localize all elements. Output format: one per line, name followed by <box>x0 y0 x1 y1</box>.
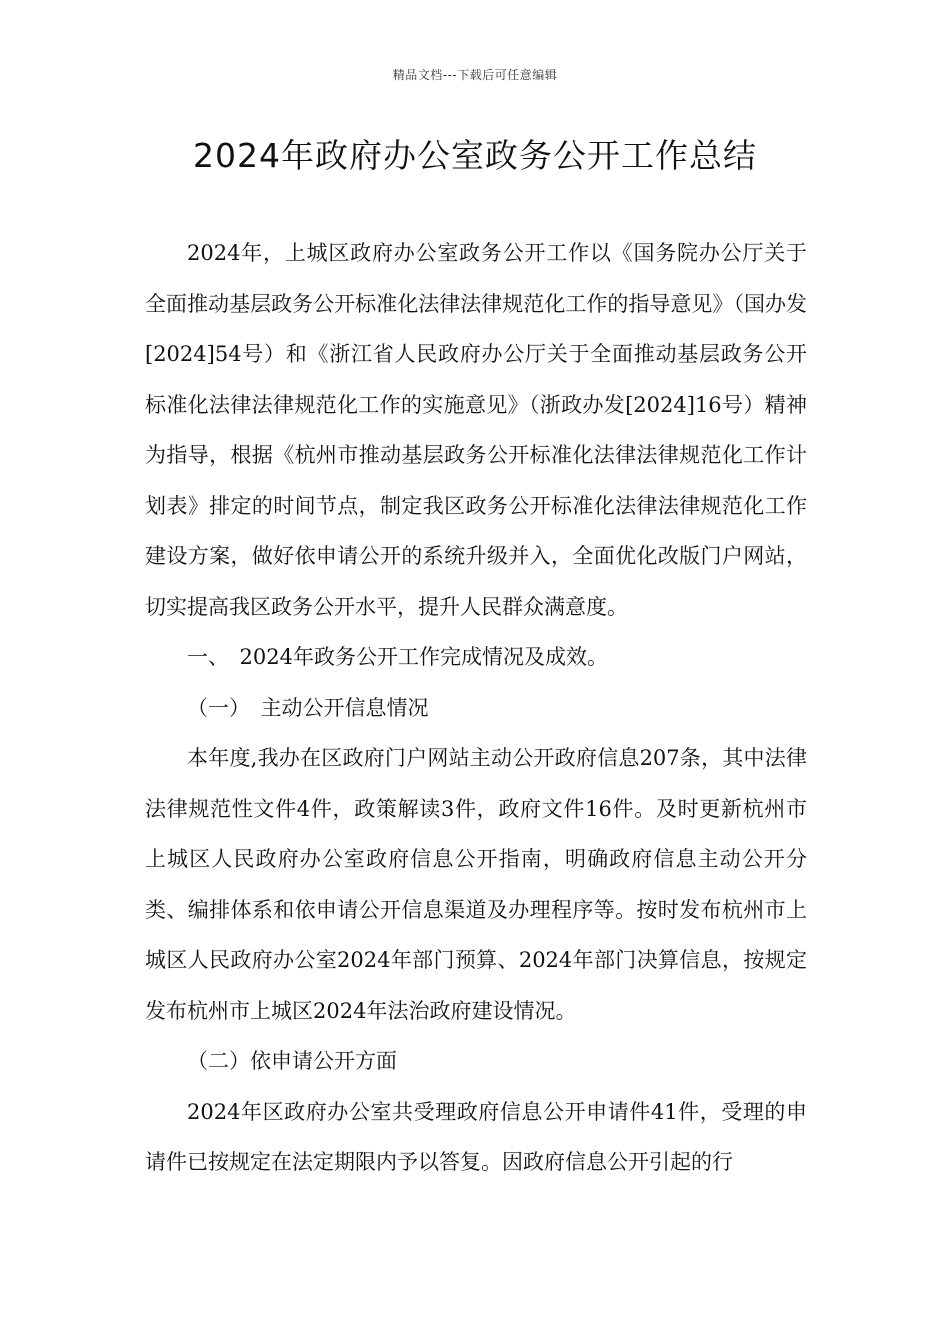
document-body <box>145 228 807 1188</box>
paragraph-intro: 2024年，上城区政府办公室政务公开工作以《国务院办公厅关于全面推动基层政务公开标准化法律法律规范化工作的指导意见》（国办发[2024]54号）和《浙江省人民政府办公厅关于全面推动基层政务公开标准化法律法律规范化工作的实施意见》（浙政办发[2024]16号）精神为指导，根据《杭州市推动基层政务公开标准化法律法律规范化工作计划表》排定的时间节点，制定我区政务公开标准化法律法律规范化工作建设方案，做好依申请公开的系统升级并入，全面优化改版门户网站，切实提高我区政务公开水平，提升人民群众满意度。 <box>145 241 807 619</box>
paragraph-active-disclosure: 本年度,我办在区政府门户网站主动公开政府信息207条，其中法律法律规范性文件4件，政策解读3件，政府文件16件。及时更新杭州市上城区人民政府办公室政府信息公开指南，明确政府信息主动公开分类、编排体系和依申请公开信息渠道及办理程序等。按时发布杭州市上城区人民政府办公室2024年部门预算、2024年部门决算信息，按规定发布杭州市上城区2024年法治政府建设情况。 <box>145 746 807 1023</box>
header-note: 精品文档---下载后可任意编辑 <box>392 68 558 82</box>
subsection-heading-1: （一） 主动公开信息情况 <box>187 695 429 720</box>
document-title: 2024年政府办公室政务公开工作总结 <box>193 136 757 175</box>
subsection-heading-2: （二）依申请公开方面 <box>187 1049 397 1073</box>
paragraph-application-disclosure: 2024年区政府办公室共受理政府信息公开申请件41件，受理的申请件已按规定在法定期限内予以答复。因政府信息公开引起的行 <box>145 1099 807 1174</box>
section-heading-1: 一、 2024年政务公开工作完成情况及成效。 <box>187 645 608 669</box>
